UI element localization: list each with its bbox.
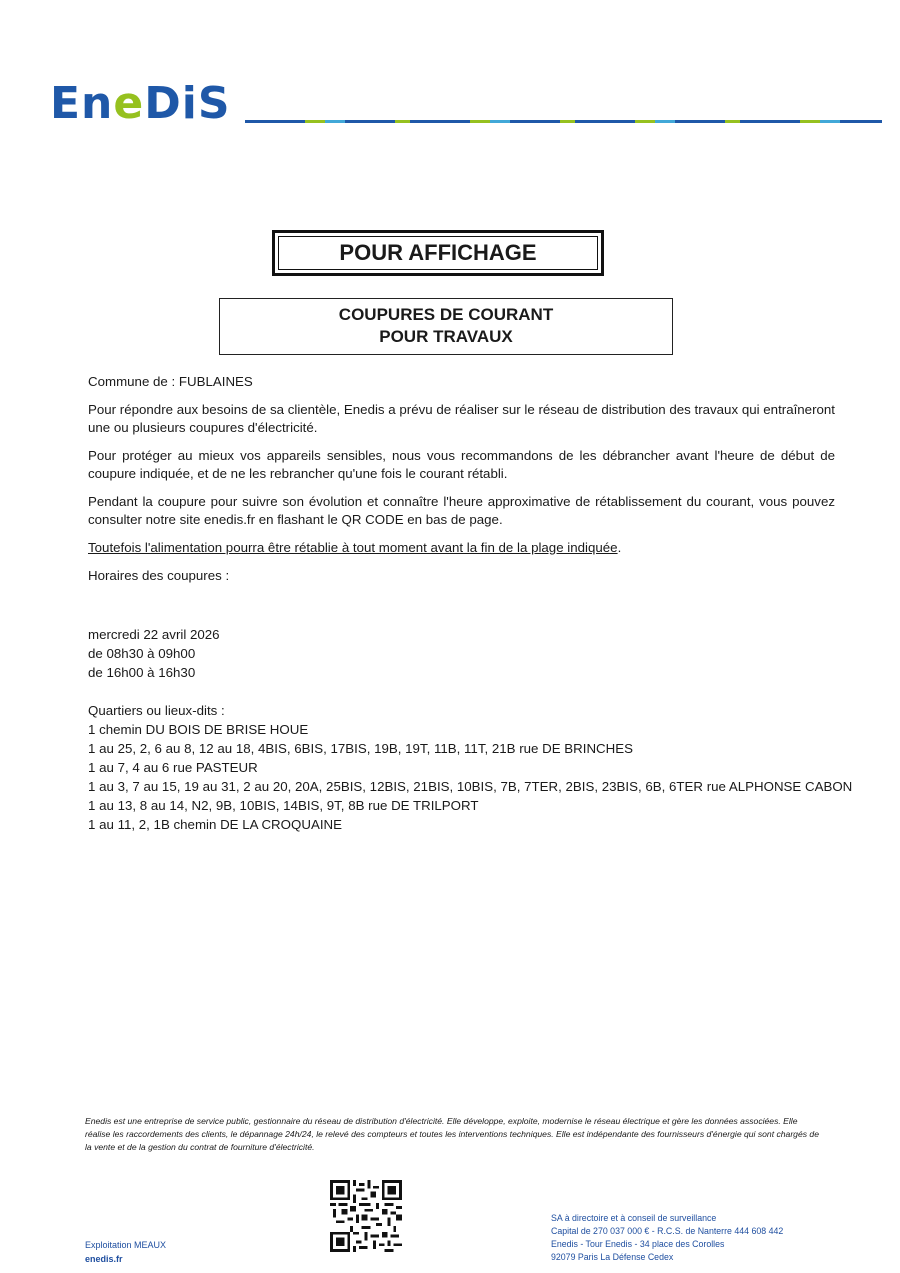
company-info bbox=[551, 1212, 783, 1264]
company-line: SA à directoire et à conseil de surveillance bbox=[551, 1213, 717, 1223]
logo-text-e: e bbox=[113, 78, 145, 129]
company-line: Enedis - Tour Enedis - 34 place des Corolles bbox=[551, 1239, 725, 1249]
schedule-slot-2: de 16h00 à 16h30 bbox=[88, 665, 196, 680]
qr-code-icon[interactable] bbox=[330, 1180, 402, 1252]
areas-block bbox=[88, 701, 853, 834]
subject-box bbox=[219, 298, 673, 355]
subject-line-1: COUPURES DE COURANT bbox=[338, 305, 554, 324]
commune: Commune de : FUBLAINES bbox=[88, 374, 253, 389]
schedule-block bbox=[88, 625, 835, 682]
company-line: 92079 Paris La Défense Cedex bbox=[551, 1252, 674, 1262]
paragraph-3: Pendant la coupure pour suivre son évolution et connaître l'heure approximative de rétablissement du courant, vous pouvez consulter notre site enedis.fr en flashant le QR CODE en bas de page. bbox=[88, 494, 835, 527]
paragraph-1: Pour répondre aux besoins de sa clientèle, Enedis a prévu de réaliser sur le réseau de distribution des travaux qui entraîneront une ou plusieurs coupures d'électricité. bbox=[88, 402, 835, 435]
paragraph-2: Pour protéger au mieux vos appareils sensibles, nous vous recommandons de les débrancher avant l'heure de début de coupure indiquée, et de ne les rebrancher qu'une fois le courant rétabli. bbox=[88, 448, 835, 481]
warning bbox=[88, 539, 835, 557]
legal-notice: Enedis est une entreprise de service public, gestionnaire du réseau de distribution d'électricité. Elle développe, exploite, modernise le réseau électrique et gère les données associées. Elle réalise les raccordements des clients, le dépannage 24h/24, le relevé des compteurs et toutes les interventions techniques. Elle est indépendante des fournisseurs d'énergie qui sont chargés de la vente et de la gestion du contrat de fourniture d'électricité. bbox=[85, 1116, 819, 1152]
subject-line-2: POUR TRAVAUX bbox=[379, 327, 513, 346]
list-item: 1 chemin DU BOIS DE BRISE HOUE bbox=[88, 722, 309, 737]
notice-body bbox=[88, 373, 853, 834]
schedule-date: mercredi 22 avril 2026 bbox=[88, 627, 220, 642]
notice-label-box bbox=[272, 230, 604, 276]
schedule-heading: Horaires des coupures : bbox=[88, 568, 230, 583]
logo-text-en: En bbox=[50, 78, 114, 129]
areas-heading: Quartiers ou lieux-dits : bbox=[88, 703, 225, 718]
footer-exploitation bbox=[85, 1238, 166, 1266]
header-rule bbox=[245, 120, 882, 123]
list-item: 1 au 3, 7 au 15, 19 au 31, 2 au 20, 20A, 25BIS, 12BIS, 21BIS, 10BIS, 7B, 7TER, 2BIS, 23BIS, 6B, 6TER rue ALPHONSE CABON bbox=[88, 779, 853, 794]
logo-text-dis: DiS bbox=[144, 78, 231, 129]
website-link[interactable]: enedis.fr bbox=[85, 1254, 123, 1264]
schedule-slot-1: de 08h30 à 09h00 bbox=[88, 646, 196, 661]
company-line: Capital de 270 037 000 € - R.C.S. de Nanterre 444 608 442 bbox=[551, 1226, 784, 1236]
exploitation-label: Exploitation MEAUX bbox=[85, 1240, 167, 1250]
list-item: 1 au 25, 2, 6 au 8, 12 au 18, 4BIS, 6BIS, 17BIS, 19B, 19T, 11B, 11T, 21B rue DE BRINCHES bbox=[88, 741, 634, 756]
list-item: 1 au 7, 4 au 6 rue PASTEUR bbox=[88, 760, 258, 775]
enedis-logo bbox=[50, 80, 231, 128]
notice-label: POUR AFFICHAGE bbox=[339, 240, 537, 265]
list-item: 1 au 11, 2, 1B chemin DE LA CROQUAINE bbox=[88, 817, 342, 832]
warning-text: Toutefois l'alimentation pourra être rétablie à tout moment avant la fin de la plage indiquée bbox=[88, 540, 618, 555]
list-item: 1 au 13, 8 au 14, N2, 9B, 10BIS, 14BIS, 9T, 8B rue DE TRILPORT bbox=[88, 798, 479, 813]
warning-end: . bbox=[617, 540, 622, 555]
